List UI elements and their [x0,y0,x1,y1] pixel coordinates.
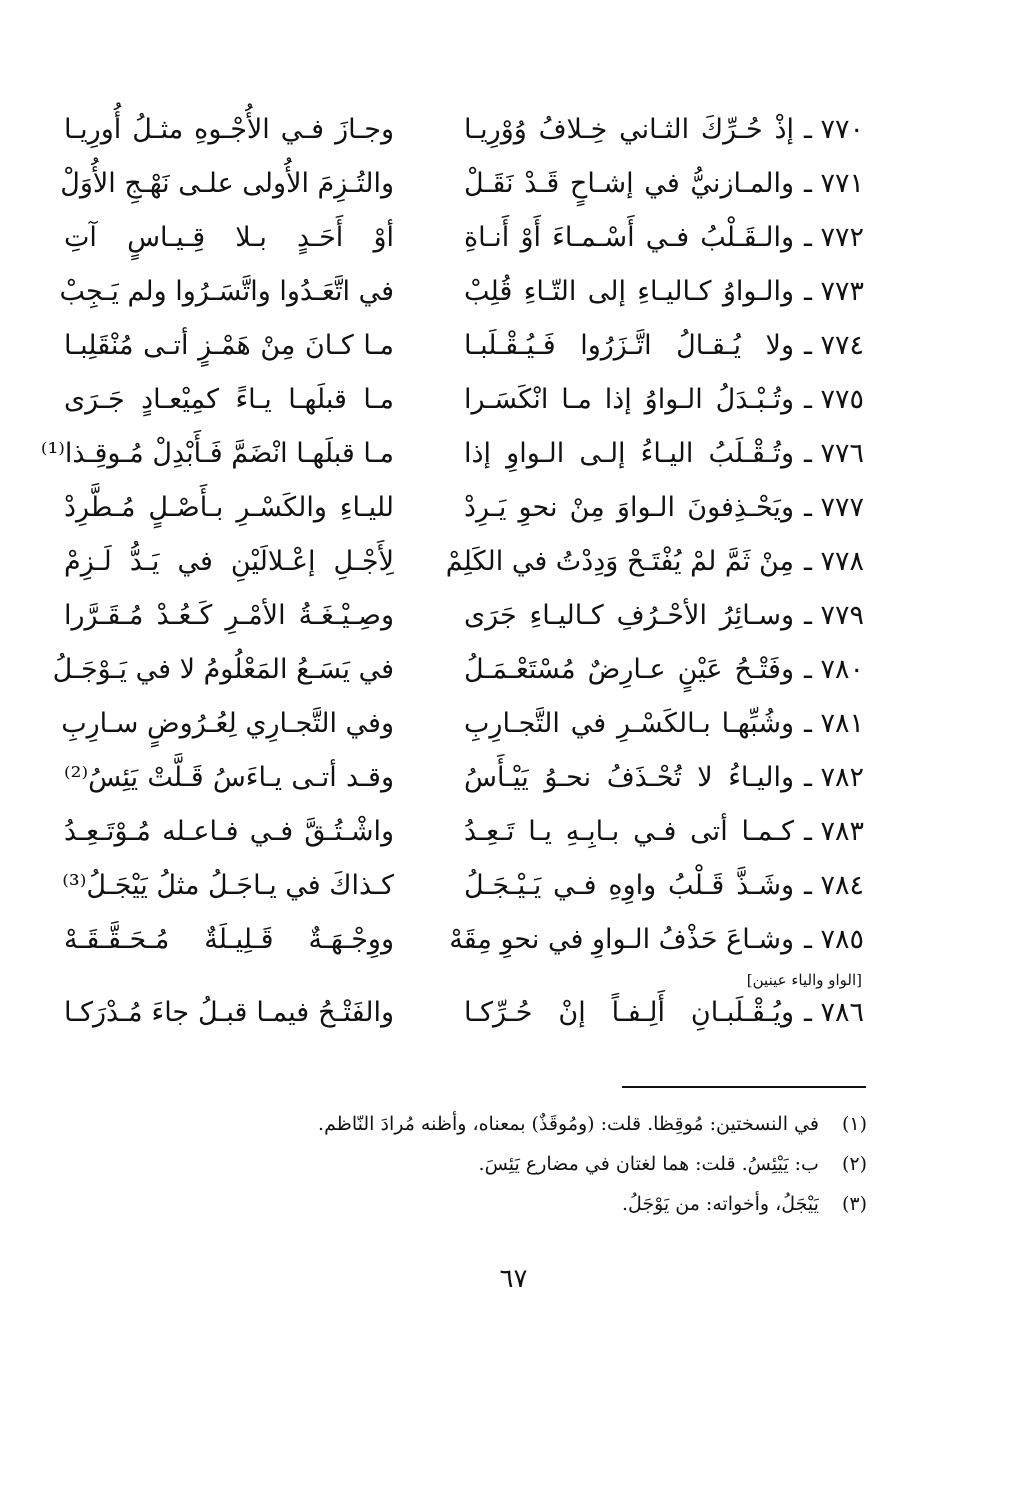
verse-number: ٧٨٠ ـ [803,654,864,685]
verse-number: ٧٧٧ ـ [803,492,864,523]
verse-first-hemistich: ويَحْـذِفونَ الـواوَ مِنْ نحوِ يَـرِدْ [464,492,794,523]
verse-second-hemistich: والتُـزِمَ الأُولى علـى نَهْـجِ الأُوَلْ [60,168,394,199]
verse-number: ٧٧٥ ـ [803,384,864,415]
verse-first-hemistich: وفَتْـحُ عَيْنٍ عـارِضٌ مُسْتَعْـمَـلُ [464,654,794,685]
verse-number: ٧٨٤ ـ [803,870,864,901]
verse-784 [64,866,864,920]
verse-first-hemistich: وشَـذَّ قَـلْبُ واوِهِ فـي يَـيْـجَـلُ [464,870,794,901]
verse-second-hemistich: مـا كـانَ مِنْ هَمْـزٍ أتـى مُنْقَلِبـا [64,330,394,361]
verse-779 [64,596,864,650]
verse-second-hemistich: لليـاءِ والكَسْـرِ بـأَصْـلٍ مُـطَّرِدْ [64,492,394,523]
verse-771 [60,164,864,218]
verse-first-hemistich: كـمـا أتى فـي بـابِـهِ يـا تَـعِـدُ [464,816,794,847]
verse-first-hemistich: وشُبِّهـا بـالكَسْـرِ في التَّجـارِبِ [464,708,794,739]
verse-second-hemistich: واشْـتُـقَّ فـي فـاعـله مُـوْتَـعِـدُ [64,816,394,847]
footnote-number: (٢) [841,1153,867,1175]
verse-number: ٧٧١ ـ [803,168,864,199]
verse-number: ٧٧٩ ـ [803,600,864,631]
verse-780 [52,650,864,704]
verse-second-hemistich: لِأَجْـلِ إعْـلالَيْنِ في يَـدُّ لَـزِمْ [64,546,394,577]
verse-second-hemistich: وقـد أتـى يـاءَسُ قَـلَّتْ يَئِسُ⁽²⁾ [64,762,394,793]
verse-first-hemistich: والمـازنيُّ في إشـاحٍ قَـدْ نَقَـلْ [464,168,794,199]
verse-782 [64,758,864,812]
verse-number: ٧٧٣ ـ [803,276,864,307]
footnote-2 [47,1149,867,1183]
verse-second-hemistich: في اتَّعَـدُوا واتَّسَـرُوا ولم يَـجِبْ [59,276,394,307]
verse-first-hemistich: مِنْ ثَمَّ لمْ يُفْتَـحْ وَدِدْتُ في الكَلِمْ [445,546,794,577]
verse-773 [59,272,864,326]
verse-first-hemistich: واليـاءُ لا تُحْـذَفُ نحـوُ يَيْـأَسُ [464,762,794,793]
verse-number: ٧٧٦ ـ [803,438,864,469]
verse-783 [64,812,864,866]
verse-second-hemistich: أوْ أَحَـدٍ بـلا قِـيـاسٍ آتِ [64,222,394,253]
verse-second-hemistich: وفي التَّجـارِي لِعُـرُوضٍ سـارِبِ [61,708,394,739]
verse-first-hemistich: والـقَـلْبُ فـي أَسْـمـاءَ أَوْ أَنـاةِ [464,222,794,253]
verse-first-hemistich: ولا يُـقـالُ اتَّـزَرُوا فَـيُـقْـلَبـا [464,330,794,361]
verse-second-hemistich: في يَسَـعُ المَعْلُومُ لا في يَـوْجَـلُ [52,654,394,685]
verse-774 [64,326,864,380]
verse-777 [64,488,864,542]
verse-first-hemistich: والـواوُ كـاليـاءِ إلى التّـاءِ قُلِبْ [464,276,794,307]
verse-second-hemistich: والفَتْـحُ فيمـا قبـلُ جاءَ مُـدْرَكـا [64,997,394,1028]
verse-786 [64,993,864,1047]
verse-first-hemistich: وتُـبْـدَلُ الـواوُ إذا مـا انْكَسَـرا [464,384,794,415]
footnote-text: ب: يَيْئِسُ. قلت: هما لغتان في مضارع يَئِسَ. [478,1153,819,1175]
verse-first-hemistich: وسـائِرُ الأحْـرُفِ كـاليـاءِ جَرَى [464,600,794,631]
verse-number: ٧٨١ ـ [803,708,864,739]
verse-776 [40,434,864,488]
verse-number: ٧٨٥ ـ [803,924,864,955]
verse-778 [64,542,864,596]
verse-785 [64,920,864,974]
footnote-number: (١) [841,1113,867,1135]
verse-second-hemistich: مـا قبلَهـا انْضَمَّ فَـأَبْدِلْ مُـوقِـذا⁽¹⁾ [40,438,394,469]
verse-first-hemistich: وتُـقْـلَبُ اليـاءُ إلـى الـواوِ إذا [464,438,794,469]
verse-775 [64,380,864,434]
verse-number: ٧٧٤ ـ [803,330,864,361]
verse-772 [64,218,864,272]
verse-number: ٧٨٣ ـ [803,816,864,847]
verse-second-hemistich: مـا قبلَهـا يـاءً كمِيْعـادٍ جَـرَى [64,384,394,415]
verse-781 [61,704,864,758]
verse-first-hemistich: وشـاعَ حَذْفُ الـواوِ في نحوِ مِقَهْ [449,924,794,955]
verse-second-hemistich: وجـازَ فـي الأُجْـوهِ مثـلُ أُورِيـا [64,114,394,145]
verse-number: ٧٨٦ ـ [803,997,864,1028]
verse-second-hemistich: وصِـيْـغَـةُ الأمْـرِ كَـعُـدْ مُـقَـرَّرا [64,600,394,631]
verse-number: ٧٧٨ ـ [803,546,864,577]
footnote-3 [47,1189,867,1223]
page-number: ٦٧ [499,1264,528,1294]
verse-first-hemistich: إذْ حُـرِّكَ الثـاني خِـلافُ وُوْرِيـا [464,114,794,145]
footnote-number: (٣) [841,1193,867,1215]
verse-second-hemistich: ووِجْـهَـةٌ قَـلِيـلَةٌ مُـحَـقَّـقَـهْ [64,924,394,955]
verse-number: ٧٧٢ ـ [803,222,864,253]
footnote-text: في النسختين: مُوقِظا. قلت: (ومُوقَذٌ) بمعناه، وأظنه مُرادَ النّاظم. [318,1113,819,1135]
footnote-text: يَيْجَلُ، وأخواته: من يَوْجَلُ. [621,1193,819,1215]
verse-number: ٧٧٠ ـ [803,114,864,145]
verse-number: ٧٨٢ ـ [803,762,864,793]
section-heading: [الواو والياء عينين] [746,971,862,989]
verse-770 [64,110,864,164]
verse-first-hemistich: ويُـقْـلَبـانِ أَلِـفـاً إنْ حُـرِّكـا [464,997,794,1028]
footnote-separator [622,1086,866,1088]
verse-second-hemistich: كـذاكَ في يـاجَـلُ مثلُ يَيْجَـلُ⁽³⁾ [62,870,394,901]
footnote-1 [47,1109,867,1143]
